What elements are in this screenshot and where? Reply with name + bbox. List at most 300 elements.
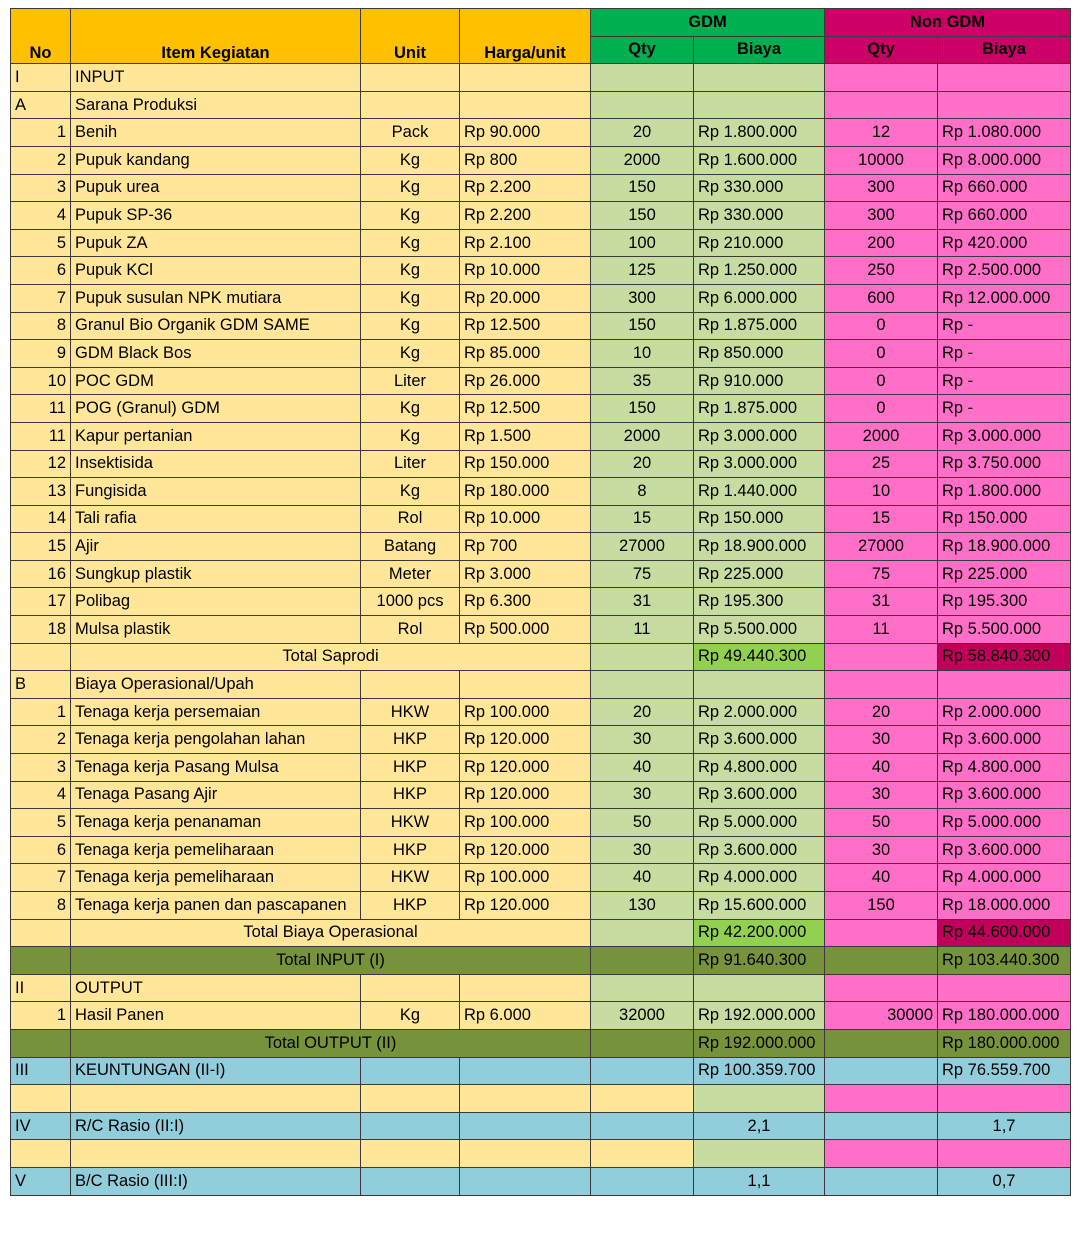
row-unit: Kg bbox=[361, 422, 460, 450]
row-non-gdm-qty bbox=[825, 671, 938, 699]
row-no: 8 bbox=[11, 892, 71, 920]
row-gdm-cost: Rp 4.800.000 bbox=[694, 754, 825, 782]
row-gdm-qty: 150 bbox=[591, 312, 694, 340]
row-item: Tali rafia bbox=[71, 505, 361, 533]
row-unit: Kg bbox=[361, 312, 460, 340]
row-unit: 1000 pcs bbox=[361, 588, 460, 616]
header-unit: Unit bbox=[361, 9, 460, 64]
row-non-gdm-qty: 50 bbox=[825, 809, 938, 837]
row-no: 14 bbox=[11, 505, 71, 533]
row-gdm-qty bbox=[591, 91, 694, 119]
row-price: Rp 1.500 bbox=[460, 422, 591, 450]
row-non-gdm-cost: Rp - bbox=[938, 367, 1071, 395]
row-unit: HKP bbox=[361, 754, 460, 782]
row-non-gdm-qty: 250 bbox=[825, 257, 938, 285]
row-no bbox=[11, 1029, 71, 1057]
row-no: 5 bbox=[11, 229, 71, 257]
row-item: Pupuk KCl bbox=[71, 257, 361, 285]
row-non-gdm-cost: Rp 5.500.000 bbox=[938, 616, 1071, 644]
row-non-gdm-qty bbox=[825, 64, 938, 92]
row-price: Rp 2.100 bbox=[460, 229, 591, 257]
row-gdm-cost: Rp 1.250.000 bbox=[694, 257, 825, 285]
row-non-gdm-qty bbox=[825, 91, 938, 119]
row-price bbox=[460, 1167, 591, 1195]
row-no: 7 bbox=[11, 284, 71, 312]
header-item: Item Kegiatan bbox=[71, 9, 361, 64]
row-item: Pupuk susulan NPK mutiara bbox=[71, 284, 361, 312]
row-non-gdm-qty: 30 bbox=[825, 836, 938, 864]
row-gdm-cost: Rp 15.600.000 bbox=[694, 892, 825, 920]
row-unit: Kg bbox=[361, 478, 460, 506]
row-non-gdm-cost bbox=[938, 671, 1071, 699]
row-no: II bbox=[11, 974, 71, 1002]
row-unit: Rol bbox=[361, 616, 460, 644]
row-non-gdm-cost: Rp 225.000 bbox=[938, 560, 1071, 588]
row-gdm-cost: Rp 330.000 bbox=[694, 174, 825, 202]
row-gdm-cost: Rp 18.900.000 bbox=[694, 533, 825, 561]
table-row bbox=[11, 698, 1071, 726]
header-non-gdm: Non GDM bbox=[825, 9, 1071, 37]
section-row bbox=[11, 974, 1071, 1002]
row-unit: Kg bbox=[361, 257, 460, 285]
row-gdm-qty bbox=[591, 1167, 694, 1195]
result-no: V bbox=[11, 1167, 71, 1195]
row-non-gdm-cost: Rp 1.800.000 bbox=[938, 478, 1071, 506]
row-item: Tenaga kerja pemeliharaan bbox=[71, 836, 361, 864]
table-row bbox=[11, 754, 1071, 782]
table-row bbox=[11, 174, 1071, 202]
row-gdm-qty: 75 bbox=[591, 560, 694, 588]
header-gdm-qty: Qty bbox=[591, 36, 694, 64]
row-item: Tenaga Pasang Ajir bbox=[71, 781, 361, 809]
row-non-gdm-cost: Rp 12.000.000 bbox=[938, 284, 1071, 312]
row-item: Biaya Operasional/Upah bbox=[71, 671, 361, 699]
row-price: Rp 120.000 bbox=[460, 836, 591, 864]
row-gdm-qty: 300 bbox=[591, 284, 694, 312]
row-non-gdm-qty bbox=[825, 974, 938, 1002]
row-non-gdm-qty: 300 bbox=[825, 202, 938, 230]
row-non-gdm-qty bbox=[825, 643, 938, 671]
row-unit bbox=[361, 1167, 460, 1195]
row-no: 1 bbox=[11, 698, 71, 726]
subtotal-row bbox=[11, 643, 1071, 671]
row-gdm-cost: Rp 1.875.000 bbox=[694, 395, 825, 423]
row-non-gdm-qty: 30 bbox=[825, 726, 938, 754]
total-row bbox=[11, 1029, 1071, 1057]
row-gdm-qty: 40 bbox=[591, 864, 694, 892]
row-price bbox=[460, 671, 591, 699]
row-item: Pupuk SP-36 bbox=[71, 202, 361, 230]
row-gdm-qty bbox=[591, 947, 694, 975]
row-non-gdm-cost bbox=[938, 1085, 1071, 1113]
row-price: Rp 500.000 bbox=[460, 616, 591, 644]
row-price: Rp 120.000 bbox=[460, 754, 591, 782]
row-unit: Liter bbox=[361, 367, 460, 395]
row-no: 1 bbox=[11, 1002, 71, 1030]
row-unit: HKP bbox=[361, 726, 460, 754]
row-item: Pupuk kandang bbox=[71, 146, 361, 174]
result-no: III bbox=[11, 1057, 71, 1085]
table-row bbox=[11, 340, 1071, 368]
row-unit: Meter bbox=[361, 560, 460, 588]
row-no: 8 bbox=[11, 312, 71, 340]
farm-budget-table bbox=[10, 8, 1071, 1196]
row-item: POC GDM bbox=[71, 367, 361, 395]
row-gdm-qty: 35 bbox=[591, 367, 694, 395]
row-item: Hasil Panen bbox=[71, 1002, 361, 1030]
row-non-gdm-qty bbox=[825, 1167, 938, 1195]
row-gdm-qty: 10 bbox=[591, 340, 694, 368]
table-row bbox=[11, 422, 1071, 450]
row-item: Pupuk ZA bbox=[71, 229, 361, 257]
row-price: Rp 120.000 bbox=[460, 892, 591, 920]
row-non-gdm-cost: Rp 420.000 bbox=[938, 229, 1071, 257]
row-gdm-qty: 30 bbox=[591, 781, 694, 809]
row-gdm-qty: 2000 bbox=[591, 146, 694, 174]
header-no: No bbox=[11, 9, 71, 64]
total-non-gdm-cost: Rp 180.000.000 bbox=[938, 1029, 1071, 1057]
row-item: Granul Bio Organik GDM SAME bbox=[71, 312, 361, 340]
row-price: Rp 120.000 bbox=[460, 781, 591, 809]
row-non-gdm-cost: Rp 3.600.000 bbox=[938, 781, 1071, 809]
row-price: Rp 180.000 bbox=[460, 478, 591, 506]
table-row bbox=[11, 726, 1071, 754]
row-gdm-cost bbox=[694, 974, 825, 1002]
row-non-gdm-qty: 10000 bbox=[825, 146, 938, 174]
row-non-gdm-cost: Rp 18.000.000 bbox=[938, 892, 1071, 920]
row-non-gdm-cost bbox=[938, 91, 1071, 119]
row-gdm-cost: Rp 225.000 bbox=[694, 560, 825, 588]
row-gdm-qty: 11 bbox=[591, 616, 694, 644]
row-non-gdm-qty: 600 bbox=[825, 284, 938, 312]
row-gdm-cost: Rp 3.600.000 bbox=[694, 726, 825, 754]
row-unit: HKW bbox=[361, 864, 460, 892]
header-non-gdm-cost: Biaya bbox=[938, 36, 1071, 64]
row-gdm-qty: 30 bbox=[591, 726, 694, 754]
header-non-gdm-qty: Qty bbox=[825, 36, 938, 64]
subtotal-label: Total Saprodi bbox=[71, 643, 591, 671]
total-gdm-cost: Rp 91.640.300 bbox=[694, 947, 825, 975]
total-label: Total OUTPUT (II) bbox=[71, 1029, 591, 1057]
row-price: Rp 90.000 bbox=[460, 119, 591, 147]
row-gdm-qty bbox=[591, 64, 694, 92]
row-no bbox=[11, 1085, 71, 1113]
row-gdm-cost: Rp 192.000.000 bbox=[694, 1002, 825, 1030]
row-gdm-cost: Rp 1.875.000 bbox=[694, 312, 825, 340]
row-non-gdm-qty: 40 bbox=[825, 864, 938, 892]
section-row bbox=[11, 91, 1071, 119]
row-unit: Kg bbox=[361, 340, 460, 368]
row-price: Rp 3.000 bbox=[460, 560, 591, 588]
row-item: Benih bbox=[71, 119, 361, 147]
row-non-gdm-qty: 27000 bbox=[825, 533, 938, 561]
table-row bbox=[11, 312, 1071, 340]
result-row bbox=[11, 1167, 1071, 1195]
row-non-gdm-qty: 2000 bbox=[825, 422, 938, 450]
table-row bbox=[11, 892, 1071, 920]
row-unit: HKP bbox=[361, 892, 460, 920]
row-no: 6 bbox=[11, 257, 71, 285]
row-unit: Batang bbox=[361, 533, 460, 561]
row-no: 16 bbox=[11, 560, 71, 588]
result-non-gdm-value: 1,7 bbox=[938, 1112, 1071, 1140]
row-unit: Kg bbox=[361, 229, 460, 257]
row-gdm-qty: 2000 bbox=[591, 422, 694, 450]
row-no: 4 bbox=[11, 202, 71, 230]
row-unit: Kg bbox=[361, 284, 460, 312]
table-row bbox=[11, 560, 1071, 588]
table-row bbox=[11, 395, 1071, 423]
table-row bbox=[11, 781, 1071, 809]
row-non-gdm-cost: Rp 2.000.000 bbox=[938, 698, 1071, 726]
row-non-gdm-cost: Rp 5.000.000 bbox=[938, 809, 1071, 837]
header-gdm: GDM bbox=[591, 9, 825, 37]
row-price: Rp 26.000 bbox=[460, 367, 591, 395]
result-no: IV bbox=[11, 1112, 71, 1140]
table-row bbox=[11, 284, 1071, 312]
row-item: Ajir bbox=[71, 533, 361, 561]
row-item: Tenaga kerja Pasang Mulsa bbox=[71, 754, 361, 782]
table-row bbox=[11, 588, 1071, 616]
table-row bbox=[11, 533, 1071, 561]
row-non-gdm-qty bbox=[825, 947, 938, 975]
row-gdm-qty bbox=[591, 1112, 694, 1140]
table-row bbox=[11, 809, 1071, 837]
row-price: Rp 100.000 bbox=[460, 864, 591, 892]
result-label: KEUNTUNGAN (II-I) bbox=[71, 1057, 361, 1085]
row-non-gdm-qty bbox=[825, 1085, 938, 1113]
row-no: 3 bbox=[11, 174, 71, 202]
row-gdm-cost: Rp 5.000.000 bbox=[694, 809, 825, 837]
table-row bbox=[11, 616, 1071, 644]
row-item: Tenaga kerja penanaman bbox=[71, 809, 361, 837]
row-gdm-cost: Rp 330.000 bbox=[694, 202, 825, 230]
table-row bbox=[11, 257, 1071, 285]
table-body bbox=[11, 64, 1071, 1195]
row-price: Rp 120.000 bbox=[460, 726, 591, 754]
row-gdm-qty: 20 bbox=[591, 698, 694, 726]
row-price: Rp 12.500 bbox=[460, 312, 591, 340]
row-no: 10 bbox=[11, 367, 71, 395]
row-price bbox=[460, 974, 591, 1002]
row-non-gdm-cost: Rp 3.600.000 bbox=[938, 726, 1071, 754]
row-item: Mulsa plastik bbox=[71, 616, 361, 644]
row-unit bbox=[361, 1140, 460, 1168]
row-gdm-qty: 8 bbox=[591, 478, 694, 506]
row-no: 13 bbox=[11, 478, 71, 506]
row-non-gdm-qty: 40 bbox=[825, 754, 938, 782]
row-unit bbox=[361, 64, 460, 92]
row-gdm-qty bbox=[591, 1029, 694, 1057]
row-gdm-cost bbox=[694, 671, 825, 699]
row-gdm-cost: Rp 1.600.000 bbox=[694, 146, 825, 174]
table-row bbox=[11, 450, 1071, 478]
row-non-gdm-cost: Rp 3.600.000 bbox=[938, 836, 1071, 864]
row-non-gdm-cost: Rp 4.000.000 bbox=[938, 864, 1071, 892]
row-price: Rp 2.200 bbox=[460, 174, 591, 202]
row-price: Rp 100.000 bbox=[460, 809, 591, 837]
row-non-gdm-qty: 0 bbox=[825, 367, 938, 395]
row-gdm-qty: 130 bbox=[591, 892, 694, 920]
row-unit bbox=[361, 974, 460, 1002]
subtotal-gdm-cost: Rp 42.200.000 bbox=[694, 919, 825, 947]
row-non-gdm-cost: Rp 195.300 bbox=[938, 588, 1071, 616]
row-item: Tenaga kerja pengolahan lahan bbox=[71, 726, 361, 754]
row-gdm-cost: Rp 910.000 bbox=[694, 367, 825, 395]
row-item: GDM Black Bos bbox=[71, 340, 361, 368]
result-gdm-value: 1,1 bbox=[694, 1167, 825, 1195]
row-gdm-cost bbox=[694, 1085, 825, 1113]
result-row bbox=[11, 1057, 1071, 1085]
row-no: 5 bbox=[11, 809, 71, 837]
table-row bbox=[11, 1002, 1071, 1030]
section-row bbox=[11, 671, 1071, 699]
row-item: Sungkup plastik bbox=[71, 560, 361, 588]
row-unit: HKP bbox=[361, 836, 460, 864]
row-no bbox=[11, 947, 71, 975]
row-gdm-qty: 27000 bbox=[591, 533, 694, 561]
row-non-gdm-cost bbox=[938, 1140, 1071, 1168]
row-price: Rp 6.300 bbox=[460, 588, 591, 616]
section-row bbox=[11, 64, 1071, 92]
row-gdm-cost: Rp 210.000 bbox=[694, 229, 825, 257]
row-non-gdm-cost: Rp 18.900.000 bbox=[938, 533, 1071, 561]
row-item: Polibag bbox=[71, 588, 361, 616]
row-item: POG (Granul) GDM bbox=[71, 395, 361, 423]
result-gdm-value: 2,1 bbox=[694, 1112, 825, 1140]
row-no bbox=[11, 643, 71, 671]
subtotal-gdm-cost: Rp 49.440.300 bbox=[694, 643, 825, 671]
row-non-gdm-qty: 0 bbox=[825, 395, 938, 423]
row-non-gdm-qty: 30000 bbox=[825, 1002, 938, 1030]
row-gdm-cost: Rp 3.600.000 bbox=[694, 781, 825, 809]
row-gdm-qty: 100 bbox=[591, 229, 694, 257]
row-non-gdm-cost bbox=[938, 64, 1071, 92]
total-gdm-cost: Rp 192.000.000 bbox=[694, 1029, 825, 1057]
row-unit: HKW bbox=[361, 698, 460, 726]
row-item: Fungisida bbox=[71, 478, 361, 506]
row-price bbox=[460, 64, 591, 92]
table-row bbox=[11, 505, 1071, 533]
row-no: 12 bbox=[11, 450, 71, 478]
result-gdm-value: Rp 100.359.700 bbox=[694, 1057, 825, 1085]
row-gdm-cost: Rp 2.000.000 bbox=[694, 698, 825, 726]
row-unit bbox=[361, 91, 460, 119]
subtotal-non-gdm-cost: Rp 58.840.300 bbox=[938, 643, 1071, 671]
row-gdm-cost: Rp 4.000.000 bbox=[694, 864, 825, 892]
row-price bbox=[460, 1085, 591, 1113]
row-non-gdm-cost: Rp 3.750.000 bbox=[938, 450, 1071, 478]
row-gdm-cost: Rp 850.000 bbox=[694, 340, 825, 368]
row-gdm-cost bbox=[694, 64, 825, 92]
row-non-gdm-qty bbox=[825, 1112, 938, 1140]
row-no: 18 bbox=[11, 616, 71, 644]
row-gdm-qty bbox=[591, 1057, 694, 1085]
row-non-gdm-cost: Rp 660.000 bbox=[938, 202, 1071, 230]
row-item: OUTPUT bbox=[71, 974, 361, 1002]
row-unit bbox=[361, 1112, 460, 1140]
total-row bbox=[11, 947, 1071, 975]
row-price: Rp 6.000 bbox=[460, 1002, 591, 1030]
row-no: 11 bbox=[11, 422, 71, 450]
row-gdm-qty: 32000 bbox=[591, 1002, 694, 1030]
result-label: B/C Rasio (III:I) bbox=[71, 1167, 361, 1195]
row-no: 9 bbox=[11, 340, 71, 368]
result-label: R/C Rasio (II:I) bbox=[71, 1112, 361, 1140]
row-gdm-qty: 15 bbox=[591, 505, 694, 533]
table-row bbox=[11, 367, 1071, 395]
row-gdm-cost: Rp 150.000 bbox=[694, 505, 825, 533]
row-no: 17 bbox=[11, 588, 71, 616]
row-non-gdm-qty: 15 bbox=[825, 505, 938, 533]
row-unit: Liter bbox=[361, 450, 460, 478]
row-unit bbox=[361, 671, 460, 699]
row-gdm-qty: 150 bbox=[591, 174, 694, 202]
row-item bbox=[71, 1085, 361, 1113]
row-non-gdm-qty: 12 bbox=[825, 119, 938, 147]
blank-row bbox=[11, 1140, 1071, 1168]
row-non-gdm-qty: 75 bbox=[825, 560, 938, 588]
row-price: Rp 10.000 bbox=[460, 257, 591, 285]
row-non-gdm-cost: Rp 4.800.000 bbox=[938, 754, 1071, 782]
row-gdm-qty bbox=[591, 1140, 694, 1168]
row-no: B bbox=[11, 671, 71, 699]
table-row bbox=[11, 478, 1071, 506]
row-price: Rp 85.000 bbox=[460, 340, 591, 368]
row-gdm-cost bbox=[694, 1140, 825, 1168]
row-non-gdm-qty: 0 bbox=[825, 312, 938, 340]
row-gdm-qty: 31 bbox=[591, 588, 694, 616]
row-non-gdm-qty: 25 bbox=[825, 450, 938, 478]
row-no: 2 bbox=[11, 726, 71, 754]
row-item: Sarana Produksi bbox=[71, 91, 361, 119]
row-no: 11 bbox=[11, 395, 71, 423]
row-non-gdm-cost: Rp 180.000.000 bbox=[938, 1002, 1071, 1030]
row-no: 15 bbox=[11, 533, 71, 561]
row-non-gdm-cost: Rp 1.080.000 bbox=[938, 119, 1071, 147]
row-gdm-qty bbox=[591, 671, 694, 699]
row-unit: Kg bbox=[361, 146, 460, 174]
row-gdm-cost: Rp 6.000.000 bbox=[694, 284, 825, 312]
row-price: Rp 800 bbox=[460, 146, 591, 174]
row-non-gdm-cost: Rp - bbox=[938, 395, 1071, 423]
row-no: 3 bbox=[11, 754, 71, 782]
row-no: I bbox=[11, 64, 71, 92]
row-unit: Kg bbox=[361, 202, 460, 230]
row-gdm-qty: 125 bbox=[591, 257, 694, 285]
row-gdm-qty: 30 bbox=[591, 836, 694, 864]
row-no: 7 bbox=[11, 864, 71, 892]
subtotal-label: Total Biaya Operasional bbox=[71, 919, 591, 947]
subtotal-non-gdm-cost: Rp 44.600.000 bbox=[938, 919, 1071, 947]
row-gdm-qty bbox=[591, 919, 694, 947]
row-non-gdm-cost: Rp 2.500.000 bbox=[938, 257, 1071, 285]
row-item: Kapur pertanian bbox=[71, 422, 361, 450]
table-row bbox=[11, 146, 1071, 174]
row-unit: Kg bbox=[361, 1002, 460, 1030]
row-unit: Pack bbox=[361, 119, 460, 147]
row-unit bbox=[361, 1085, 460, 1113]
row-gdm-qty: 150 bbox=[591, 395, 694, 423]
row-gdm-cost: Rp 5.500.000 bbox=[694, 616, 825, 644]
table-row bbox=[11, 836, 1071, 864]
row-item: Insektisida bbox=[71, 450, 361, 478]
row-gdm-qty: 20 bbox=[591, 119, 694, 147]
row-non-gdm-qty: 11 bbox=[825, 616, 938, 644]
row-price: Rp 12.500 bbox=[460, 395, 591, 423]
row-non-gdm-cost: Rp 150.000 bbox=[938, 505, 1071, 533]
table-row bbox=[11, 202, 1071, 230]
